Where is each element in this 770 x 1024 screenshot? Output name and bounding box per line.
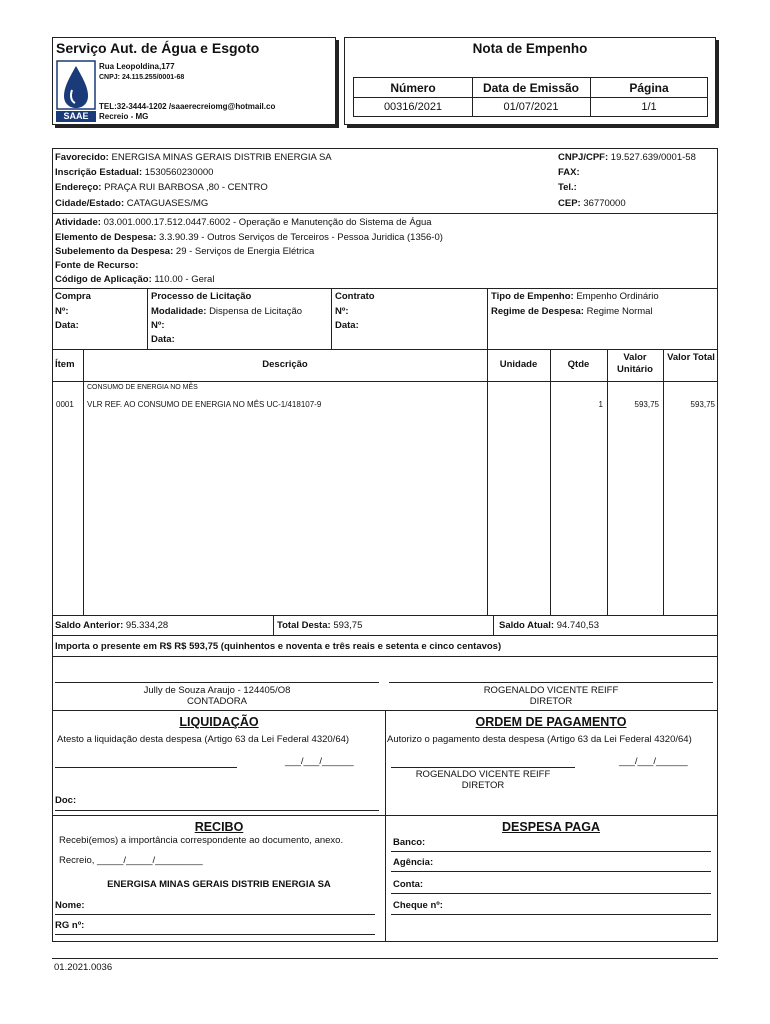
- numero-label: Número: [390, 81, 436, 95]
- cidade-line: Cidade/Estado: CATAGUASES/MG: [55, 198, 209, 209]
- col-valor-unitario: Valor Unitário: [617, 352, 653, 375]
- regime-line: Regime de Despesa: Regime Normal: [491, 306, 653, 317]
- doc-title: Nota de Empenho: [472, 41, 588, 56]
- saldo-atual: Saldo Atual: 94.740,53: [499, 620, 599, 631]
- org-tel: TEL:32-3444-1202 /saaerecreiomg@hotmail.co: [99, 102, 276, 111]
- diretor-role: DIRETOR: [529, 696, 573, 707]
- doc-header-box: [344, 37, 716, 125]
- contadora-role: CONTADORA: [187, 696, 247, 707]
- elemento-line: Elemento de Despesa: 3.3.90.39 - Outros Serviços de Terceiros - Pessoa Juridica (1356-0): [55, 232, 443, 243]
- liquidacao-date: ___/___/______: [285, 756, 354, 767]
- recibo-rg-label: RG nº:: [55, 920, 85, 931]
- codigo-line: Código de Aplicação: 110.00 - Geral: [55, 274, 215, 285]
- total-desta: Total Desta: 593,75: [277, 620, 363, 631]
- tel-line: Tel.:: [558, 182, 577, 193]
- importa-text: Importa o presente em R$ R$ 593,75 (quinhentos e noventa e três reais e setenta e cinco centavos): [55, 641, 502, 652]
- cnpj-line: CNPJ/CPF: 19.527.639/0001-58: [558, 152, 696, 163]
- processo-no-label: Nº:: [151, 320, 165, 331]
- tipo-empenho-line: Tipo de Empenho: Empenho Ordinário: [491, 291, 659, 302]
- conta-label: Conta:: [393, 879, 424, 890]
- row-descricao: VLR REF. AO CONSUMO DE ENERGIA NO MÊS UC-1/418107-9: [87, 400, 322, 409]
- despesa-paga-title: DESPESA PAGA: [502, 820, 600, 834]
- contrato-no-label: Nº:: [335, 306, 349, 317]
- favorecido-value: ENERGISA MINAS GERAIS DISTRIB ENERGIA SA: [111, 152, 332, 163]
- org-address: Rua Leopoldina,177: [99, 62, 175, 71]
- contrato-label: Contrato: [335, 291, 375, 302]
- recibo-text: Recebi(emos) a importância correspondente ao documento, anexo.: [59, 835, 344, 846]
- modalidade-line: Modalidade: Dispensa de Licitação: [151, 306, 303, 317]
- banco-label: Banco:: [393, 837, 426, 848]
- agencia-label: Agência:: [393, 857, 434, 868]
- org-city: Recreio - MG: [99, 112, 149, 121]
- recibo-company: ENERGISA MINAS GERAIS DISTRIB ENERGIA SA: [107, 879, 331, 890]
- saldo-anterior: Saldo Anterior: 95.334,28: [55, 620, 169, 631]
- processo-data-label: Data:: [151, 334, 175, 345]
- fax-line: FAX:: [558, 167, 580, 178]
- liquidacao-text: Atesto a liquidação desta despesa (Artigo 63 da Lei Federal 4320/64): [57, 734, 350, 745]
- org-name: Serviço Aut. de Água e Esgoto: [56, 40, 260, 56]
- diretor-name: ROGENALDO VICENTE REIFF: [483, 685, 619, 696]
- recibo-recreio: Recreio, _____/_____/_________: [59, 855, 203, 866]
- col-qtde: Qtde: [567, 359, 590, 370]
- compra-label: Compra: [55, 291, 91, 302]
- row-valor-total: 593,75: [690, 400, 715, 409]
- doc-info-table: [353, 77, 708, 117]
- recibo-nome-label: Nome:: [55, 900, 85, 911]
- compra-data-label: Data:: [55, 320, 79, 331]
- pagina-value: 1/1: [641, 101, 657, 113]
- ordem-date: ___/___/______: [619, 756, 688, 767]
- col-unidade: Unidade: [499, 359, 538, 370]
- ordem-text: Autorizo o pagamento desta despesa (Artigo 63 da Lei Federal 4320/64): [387, 734, 692, 745]
- row-item: 0001: [56, 400, 74, 409]
- row-valor-unitario: 593,75: [634, 400, 659, 409]
- col-item: Ítem: [55, 359, 75, 370]
- subelemento-line: Subelemento da Despesa: 29 - Serviços de Energia Elétrica: [55, 246, 315, 257]
- item-group-label: CONSUMO DE ENERGIA NO MÊS: [87, 384, 198, 391]
- contadora-name: Jully de Souza Araujo - 124405/O8: [143, 685, 291, 696]
- ordem-name: ROGENALDO VICENTE REIFF: [415, 769, 551, 780]
- logo-text: SAAE: [63, 111, 89, 121]
- favorecido-line: Favorecido: ENERGISA MINAS GERAIS DISTRIB ENERGIA SA: [55, 152, 332, 163]
- cheque-label: Cheque nº:: [393, 900, 443, 911]
- col-valor-total: Valor Total: [667, 352, 715, 363]
- endereco-line: Endereço: PRAÇA RUI BARBOSA ,80 - CENTRO: [55, 182, 268, 193]
- inscricao-line: Inscrição Estadual: 1530560230000: [55, 167, 214, 178]
- ordem-role: DIRETOR: [461, 780, 505, 791]
- col-descricao: Descrição: [262, 359, 308, 370]
- recibo-title: RECIBO: [194, 820, 244, 834]
- doc-label: Doc:: [55, 795, 77, 806]
- compra-no-label: Nº:: [55, 306, 69, 317]
- atividade-line: Atividade: 03.001.000.17.512.0447.6002 - Operação e Manutenção do Sistema de Água: [55, 217, 432, 228]
- liquidacao-title: LIQUIDAÇÃO: [179, 715, 259, 729]
- numero-value: 00316/2021: [383, 101, 443, 113]
- main-frame: [52, 148, 718, 942]
- data-emissao-label: Data de Emissão: [482, 81, 580, 95]
- saae-logo: [56, 60, 96, 122]
- contrato-data-label: Data:: [335, 320, 359, 331]
- ordem-title: ORDEM DE PAGAMENTO: [475, 715, 627, 729]
- org-header-box: [52, 37, 336, 125]
- footer-code: 01.2021.0036: [54, 962, 113, 973]
- row-qtde: 1: [598, 400, 603, 409]
- pagina-label: Página: [629, 81, 669, 95]
- data-emissao-value: 01/07/2021: [503, 101, 559, 113]
- cep-line: CEP: 36770000: [558, 198, 626, 209]
- processo-label: Processo de Licitação: [151, 291, 252, 302]
- org-cnpj: CNPJ: 24.115.255/0001-68: [99, 74, 185, 81]
- fonte-line: Fonte de Recurso:: [55, 260, 139, 271]
